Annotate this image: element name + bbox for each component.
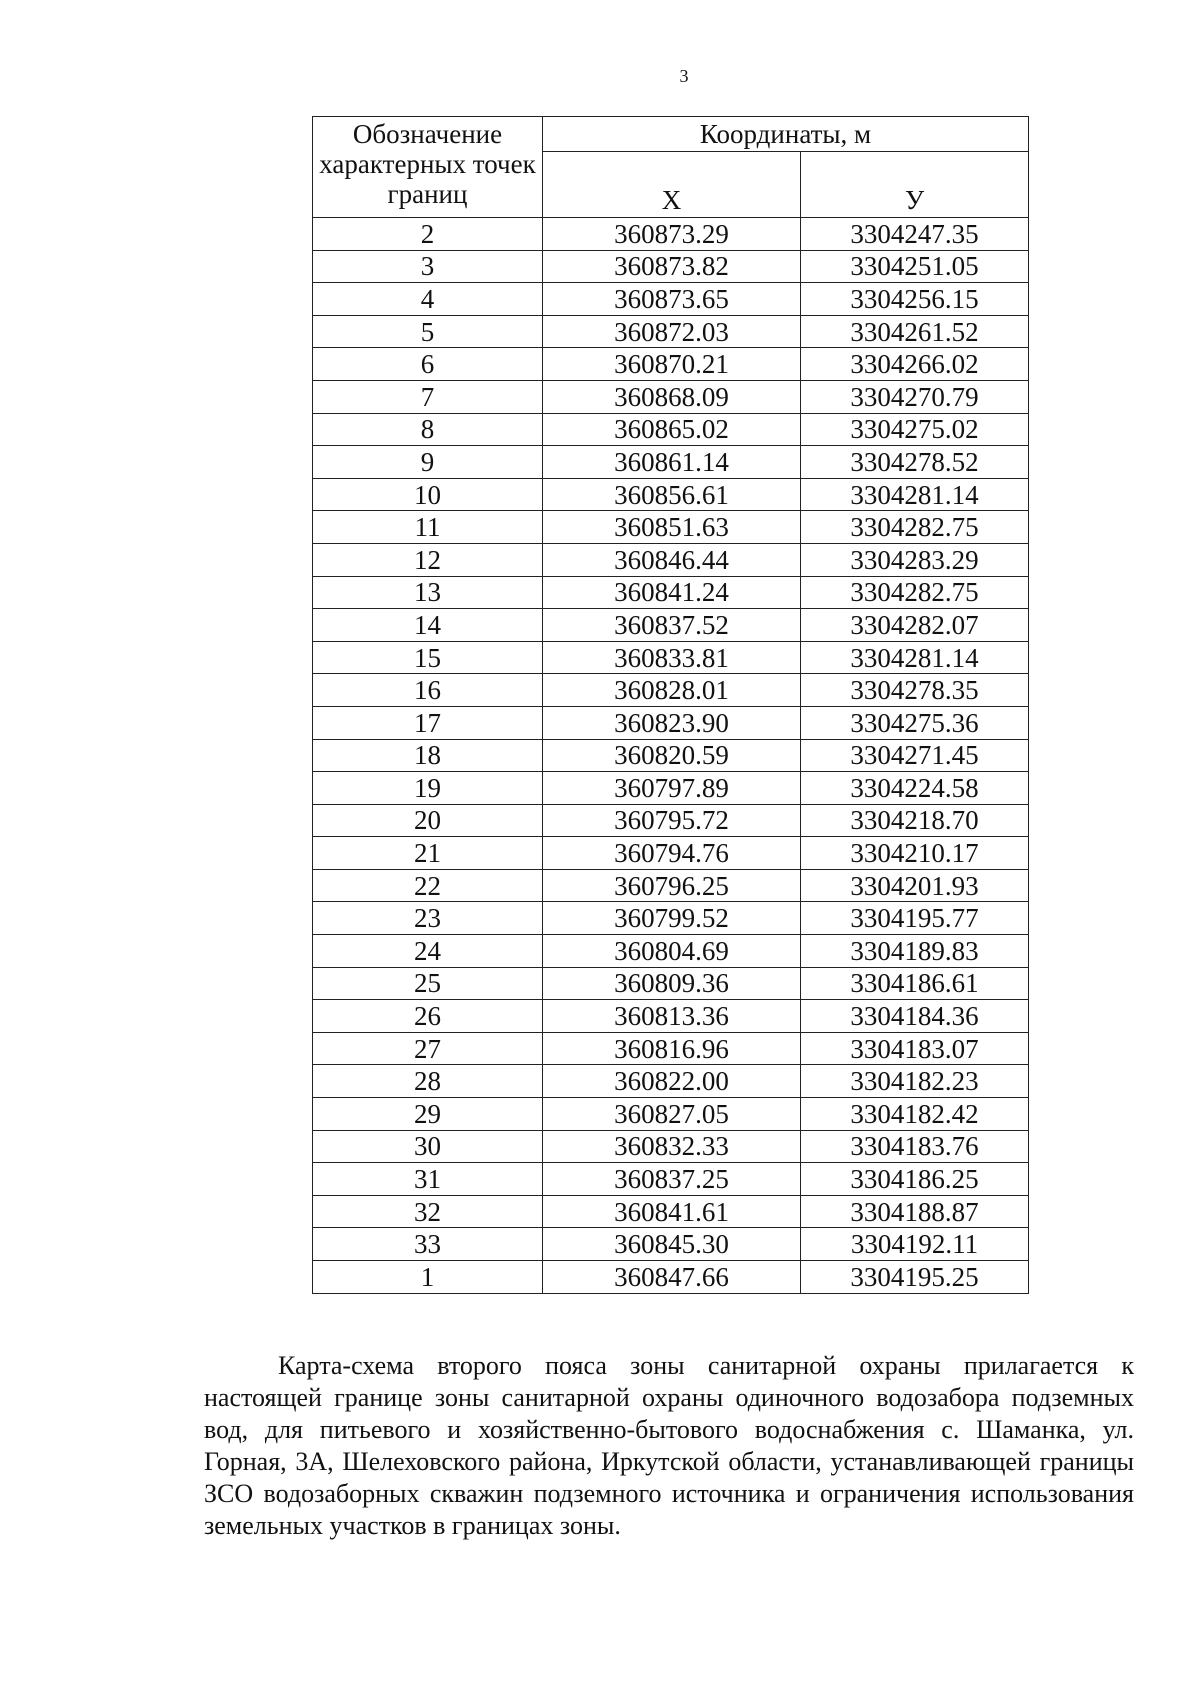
table-row (313, 1195, 1029, 1228)
point-cell: 19 (313, 772, 543, 805)
x-coordinate-cell: 360813.36 (543, 1000, 801, 1033)
table-row (313, 1065, 1029, 1098)
y-coordinate-cell: 3304251.05 (801, 250, 1029, 283)
point-cell: 13 (313, 576, 543, 609)
y-coordinate-cell: 3304182.23 (801, 1065, 1029, 1098)
point-cell: 1 (313, 1261, 543, 1294)
y-coordinate-cell: 3304184.36 (801, 1000, 1029, 1033)
x-coordinate-cell: 360816.96 (543, 1032, 801, 1065)
y-coordinate-cell: 3304192.11 (801, 1228, 1029, 1261)
y-coordinate-cell: 3304278.52 (801, 446, 1029, 479)
point-cell: 18 (313, 739, 543, 772)
body-paragraph: Карта-схема второго пояса зоны санитарной охраны прилагается к настоящей границе зоны санитарной охраны одиночного водозабора подземных вод, для питьевого и хозяйственно-бытового водоснабжения с. Шаманка, ул. Горная, 3А, Шелеховского района, Иркутской области, устанавливающей границы ЗСО водозаборных скважин подземного источника и ограничения использования земельных участков в границах зоны. (204, 1351, 1134, 1540)
y-coordinate-cell: 3304275.02 (801, 413, 1029, 446)
point-cell: 2 (313, 218, 543, 251)
table-row (313, 1000, 1029, 1033)
point-cell: 31 (313, 1163, 543, 1196)
page-number: 3 (679, 66, 689, 86)
coordinates-table (312, 116, 1029, 1294)
x-coordinate-cell: 360870.21 (543, 348, 801, 381)
y-coordinate-cell: 3304224.58 (801, 772, 1029, 805)
y-coordinate-cell: 3304261.52 (801, 315, 1029, 348)
table-row (313, 218, 1029, 251)
table-row (313, 478, 1029, 511)
x-coordinate-cell: 360796.25 (543, 869, 801, 902)
y-coordinate-cell: 3304278.35 (801, 674, 1029, 707)
table-row (313, 804, 1029, 837)
x-coordinate-cell: 360809.36 (543, 967, 801, 1000)
x-coordinate-cell: 360828.01 (543, 674, 801, 707)
x-coordinate-cell: 360820.59 (543, 739, 801, 772)
coordinates-header: Координаты, м (543, 117, 1029, 152)
table-row (313, 739, 1029, 772)
table-row (313, 609, 1029, 642)
point-cell: 6 (313, 348, 543, 381)
x-coordinate-cell: 360797.89 (543, 772, 801, 805)
point-cell: 7 (313, 380, 543, 413)
x-column-header: Х (543, 152, 801, 218)
y-coordinate-cell: 3304275.36 (801, 706, 1029, 739)
point-cell: 22 (313, 869, 543, 902)
point-cell: 30 (313, 1130, 543, 1163)
point-cell: 15 (313, 641, 543, 674)
point-cell: 23 (313, 902, 543, 935)
point-cell: 25 (313, 967, 543, 1000)
point-cell: 16 (313, 674, 543, 707)
x-coordinate-cell: 360837.52 (543, 609, 801, 642)
point-cell: 8 (313, 413, 543, 446)
x-coordinate-cell: 360846.44 (543, 543, 801, 576)
table-row (313, 1032, 1029, 1065)
x-coordinate-cell: 360873.82 (543, 250, 801, 283)
y-coordinate-cell: 3304283.29 (801, 543, 1029, 576)
x-coordinate-cell: 360795.72 (543, 804, 801, 837)
x-coordinate-cell: 360856.61 (543, 478, 801, 511)
table-row (313, 837, 1029, 870)
y-coordinate-cell: 3304210.17 (801, 837, 1029, 870)
point-cell: 20 (313, 804, 543, 837)
table-row (313, 641, 1029, 674)
table-row (313, 446, 1029, 479)
y-coordinate-cell: 3304189.83 (801, 935, 1029, 968)
point-cell: 9 (313, 446, 543, 479)
table-row (313, 315, 1029, 348)
coordinates-table-body (313, 218, 1029, 1294)
y-coordinate-cell: 3304195.77 (801, 902, 1029, 935)
y-coordinate-cell: 3304266.02 (801, 348, 1029, 381)
y-coordinate-cell: 3304186.25 (801, 1163, 1029, 1196)
y-coordinate-cell: 3304282.75 (801, 511, 1029, 544)
table-row (313, 250, 1029, 283)
x-coordinate-cell: 360845.30 (543, 1228, 801, 1261)
x-coordinate-cell: 360799.52 (543, 902, 801, 935)
y-coordinate-cell: 3304201.93 (801, 869, 1029, 902)
table-row (313, 1163, 1029, 1196)
y-coordinate-cell: 3304182.42 (801, 1098, 1029, 1131)
x-coordinate-cell: 360861.14 (543, 446, 801, 479)
point-cell: 32 (313, 1195, 543, 1228)
point-cell: 11 (313, 511, 543, 544)
y-coordinate-cell: 3304188.87 (801, 1195, 1029, 1228)
table-row (313, 706, 1029, 739)
x-coordinate-cell: 360865.02 (543, 413, 801, 446)
x-coordinate-cell: 360822.00 (543, 1065, 801, 1098)
point-cell: 12 (313, 543, 543, 576)
y-coordinate-cell: 3304282.07 (801, 609, 1029, 642)
x-coordinate-cell: 360827.05 (543, 1098, 801, 1131)
table-row (313, 1130, 1029, 1163)
y-coordinate-cell: 3304218.70 (801, 804, 1029, 837)
x-coordinate-cell: 360804.69 (543, 935, 801, 968)
x-coordinate-cell: 360832.33 (543, 1130, 801, 1163)
table-row (313, 772, 1029, 805)
table-row (313, 674, 1029, 707)
point-designation-header: Обозначение характерных точек границ (313, 117, 543, 218)
point-cell: 21 (313, 837, 543, 870)
y-coordinate-cell: 3304281.14 (801, 641, 1029, 674)
x-coordinate-cell: 360872.03 (543, 315, 801, 348)
point-cell: 26 (313, 1000, 543, 1033)
point-cell: 17 (313, 706, 543, 739)
table-row (313, 543, 1029, 576)
y-coordinate-cell: 3304183.07 (801, 1032, 1029, 1065)
x-coordinate-cell: 360833.81 (543, 641, 801, 674)
point-cell: 33 (313, 1228, 543, 1261)
x-coordinate-cell: 360873.29 (543, 218, 801, 251)
y-coordinate-cell: 3304271.45 (801, 739, 1029, 772)
x-coordinate-cell: 360851.63 (543, 511, 801, 544)
y-coordinate-cell: 3304195.25 (801, 1261, 1029, 1294)
y-coordinate-cell: 3304270.79 (801, 380, 1029, 413)
x-coordinate-cell: 360868.09 (543, 380, 801, 413)
table-row (313, 413, 1029, 446)
table-row (313, 380, 1029, 413)
point-cell: 4 (313, 283, 543, 316)
y-coordinate-cell: 3304247.35 (801, 218, 1029, 251)
point-cell: 24 (313, 935, 543, 968)
y-coordinate-cell: 3304282.75 (801, 576, 1029, 609)
y-coordinate-cell: 3304183.76 (801, 1130, 1029, 1163)
x-coordinate-cell: 360841.61 (543, 1195, 801, 1228)
y-column-header: У (801, 152, 1029, 218)
table-row (313, 869, 1029, 902)
table-row (313, 967, 1029, 1000)
x-coordinate-cell: 360823.90 (543, 706, 801, 739)
table-row (313, 511, 1029, 544)
x-coordinate-cell: 360837.25 (543, 1163, 801, 1196)
x-coordinate-cell: 360794.76 (543, 837, 801, 870)
x-coordinate-cell: 360841.24 (543, 576, 801, 609)
point-cell: 14 (313, 609, 543, 642)
table-row (313, 348, 1029, 381)
table-row (313, 902, 1029, 935)
table-row (313, 1228, 1029, 1261)
y-coordinate-cell: 3304281.14 (801, 478, 1029, 511)
table-row (313, 1261, 1029, 1294)
y-coordinate-cell: 3304256.15 (801, 283, 1029, 316)
table-row (313, 576, 1029, 609)
y-coordinate-cell: 3304186.61 (801, 967, 1029, 1000)
table-row (313, 1098, 1029, 1131)
point-cell: 10 (313, 478, 543, 511)
point-cell: 5 (313, 315, 543, 348)
point-cell: 27 (313, 1032, 543, 1065)
x-coordinate-cell: 360873.65 (543, 283, 801, 316)
point-cell: 28 (313, 1065, 543, 1098)
point-cell: 29 (313, 1098, 543, 1131)
table-row (313, 283, 1029, 316)
x-coordinate-cell: 360847.66 (543, 1261, 801, 1294)
point-cell: 3 (313, 250, 543, 283)
table-row (313, 935, 1029, 968)
